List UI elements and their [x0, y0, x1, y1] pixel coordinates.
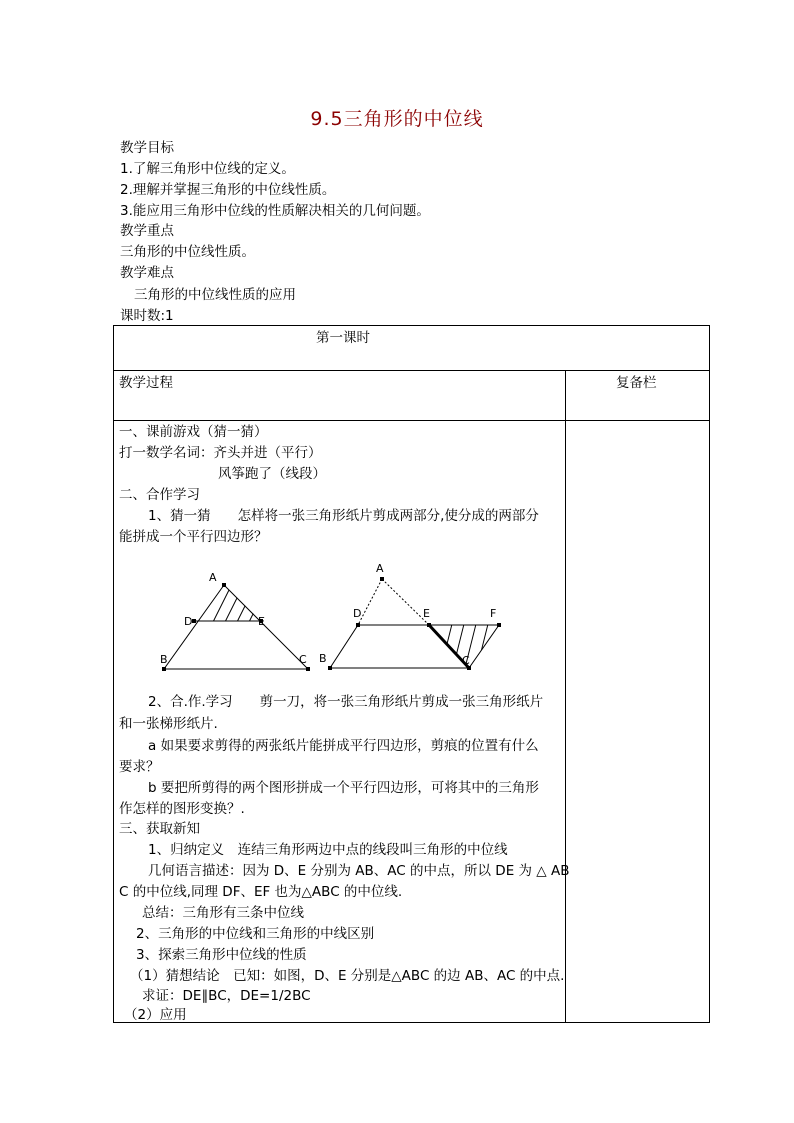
point-label: D [184, 615, 193, 628]
goal-item: 1.了解三角形中位线的定义。 [120, 161, 295, 177]
point-label: D [353, 607, 362, 620]
lesson-hours: 课时数:1 [120, 308, 174, 324]
point-label: B [160, 653, 168, 666]
process-header: 教学过程 [119, 375, 173, 391]
point-text: （1）猜想结论 已知：如图，D、E 分别是△ABC 的边 AB、AC 的中点. [130, 968, 565, 984]
table-divider [114, 420, 709, 421]
goal-item: 3.能应用三角形中位线的性质解决相关的几何问题。 [120, 203, 430, 219]
point-label: E [423, 607, 430, 620]
point-label: F [490, 607, 497, 620]
question-text: 要求？ [119, 759, 160, 775]
riddle-line: 风筝跑了（线段） [218, 466, 326, 482]
question-text: 作怎样的图形变换？. [119, 801, 245, 817]
point-label: B [319, 652, 327, 665]
question-text: 1、猜一猜 怎样将一张三角形纸片剪成两部分,使分成的两部分 [148, 508, 539, 524]
point-label: E [258, 615, 265, 628]
question-text: a 如果要求剪得的两张纸片能拼成平行四边形，剪痕的位置有什么 [148, 738, 539, 754]
focus-heading: 教学重点 [120, 223, 174, 239]
point-text: （2）应用 [124, 1007, 187, 1023]
focus-text: 三角形的中位线性质。 [120, 244, 255, 260]
point-text: 3、探索三角形中位线的性质 [136, 947, 307, 963]
table-column-divider [565, 370, 566, 1022]
lesson-table [113, 325, 710, 1023]
difficulty-heading: 教学难点 [120, 265, 174, 281]
definition-text: 几何语言描述：因为 D、E 分别为 AB、AC 的中点，所以 DE 为 △ AB [148, 863, 570, 879]
page-title: 9.5三角形的中位线 [310, 108, 484, 130]
question-text: 能拼成一个平行四边形？ [119, 529, 268, 545]
point-label: C [299, 653, 307, 666]
section-heading: 二、合作学习 [119, 487, 200, 503]
point-label: C [462, 654, 470, 667]
lesson-number: 第一课时 [316, 330, 370, 346]
difficulty-text: 三角形的中位线性质的应用 [134, 287, 296, 303]
proof-text: 求证：DE∥BC，DE=1/2BC [142, 988, 311, 1004]
table-divider [114, 370, 709, 371]
section-heading: 一、课前游戏（猜一猜） [119, 424, 268, 440]
point-label: A [376, 562, 384, 575]
section-heading: 三、获取新知 [119, 821, 200, 837]
summary-text: 总结：三角形有三条中位线 [142, 905, 304, 921]
question-text: 和一张梯形纸片. [119, 716, 218, 732]
point-label: A [209, 571, 217, 584]
riddle-line: 打一数学名词：齐头并进（平行） [119, 445, 322, 461]
point-text: 2、三角形的中位线和三角形的中线区别 [136, 926, 375, 942]
goal-item: 2.理解并掌握三角形的中位线性质。 [120, 182, 336, 198]
definition-text: C 的中位线,同理 DF、EF 也为△ABC 的中位线. [119, 884, 403, 900]
question-text: 2、合.作.学习 剪一刀，将一张三角形纸片剪成一张三角形纸片 [148, 694, 544, 710]
triangle-cut-figure-right [314, 561, 514, 676]
definition-text: 1、归纳定义 连结三角形两边中点的线段叫三角形的中位线 [148, 842, 508, 858]
backup-header: 复备栏 [616, 375, 657, 391]
question-text: b 要把所剪得的两个图形拼成一个平行四边形，可将其中的三角形 [148, 780, 539, 796]
goals-heading: 教学目标 [120, 140, 174, 156]
